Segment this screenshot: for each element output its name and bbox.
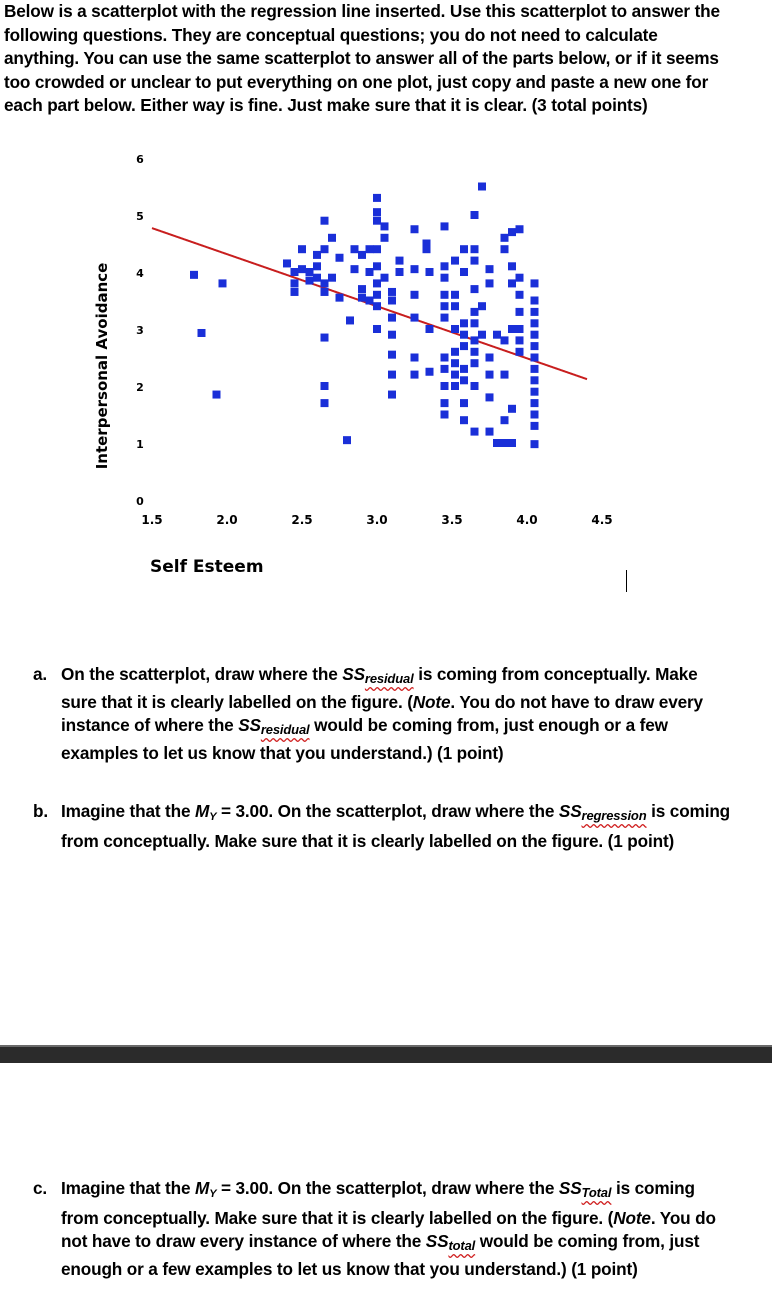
mean-symbol: M — [195, 801, 210, 821]
data-point — [531, 342, 539, 350]
data-point — [373, 217, 381, 225]
data-point — [366, 297, 374, 305]
data-point — [388, 314, 396, 322]
mean-symbol: M — [195, 1178, 210, 1198]
data-point — [471, 336, 479, 344]
ss-symbol: SS — [238, 715, 261, 735]
question-c-letter: c. — [33, 1178, 48, 1198]
data-point — [531, 388, 539, 396]
data-point — [321, 399, 329, 407]
data-point — [471, 359, 479, 367]
data-point — [321, 382, 329, 390]
data-point — [388, 391, 396, 399]
data-point — [460, 399, 468, 407]
data-point — [451, 325, 459, 333]
data-point — [486, 393, 494, 401]
data-point — [471, 285, 479, 293]
question-b-text — [61, 800, 748, 853]
question-a — [33, 663, 748, 765]
y-axis-ticks — [136, 153, 144, 508]
data-point — [531, 319, 539, 327]
data-point — [426, 268, 434, 276]
mean-subscript: Y — [209, 811, 217, 823]
question-c-text-part: would be coming from, just — [475, 1231, 700, 1251]
y-tick-label: 2 — [136, 381, 144, 394]
data-point — [313, 274, 321, 282]
data-point — [460, 268, 468, 276]
instructions-line: anything. You can use the same scatterplot to answer all of the parts below, or if it seems — [4, 48, 719, 68]
data-point — [531, 376, 539, 384]
data-point — [531, 422, 539, 430]
data-point — [388, 288, 396, 296]
data-point — [531, 440, 539, 448]
data-point — [516, 336, 524, 344]
y-tick-label: 4 — [136, 267, 144, 280]
question-c-text-part: . You do — [650, 1207, 716, 1228]
data-point — [501, 245, 509, 253]
question-a-text-part: On the scatterplot, draw where the — [61, 664, 343, 684]
data-point — [396, 268, 404, 276]
data-point — [531, 411, 539, 419]
data-point — [486, 279, 494, 287]
data-point — [388, 371, 396, 379]
data-points — [190, 183, 539, 449]
question-a-text-part: instance of where the — [61, 715, 239, 735]
data-point — [411, 225, 419, 233]
data-point — [531, 279, 539, 287]
data-point — [219, 279, 227, 287]
data-point — [460, 376, 468, 384]
data-point — [451, 291, 459, 299]
question-b-text-part: is coming — [646, 801, 731, 821]
data-point — [516, 308, 524, 316]
data-point — [516, 291, 524, 299]
scatterplot-svg — [0, 140, 640, 580]
data-point — [321, 245, 329, 253]
data-point — [198, 329, 206, 337]
data-point — [478, 302, 486, 310]
data-point — [508, 262, 516, 270]
instructions-paragraph — [4, 0, 769, 118]
data-point — [411, 314, 419, 322]
data-point — [373, 262, 381, 270]
scatterplot-figure — [0, 140, 640, 585]
x-tick-label: 2.5 — [291, 513, 313, 527]
data-point — [373, 291, 381, 299]
data-point — [441, 399, 449, 407]
y-axis-label: Interpersonal Avoidance — [93, 262, 111, 470]
data-point — [531, 354, 539, 362]
data-point — [306, 268, 314, 276]
ss-subscript-residual: residual — [364, 671, 414, 686]
data-point — [508, 325, 516, 333]
data-point — [516, 348, 524, 356]
data-point — [423, 245, 431, 253]
question-a-letter: a. — [33, 664, 48, 684]
data-point — [328, 274, 336, 282]
data-point — [298, 245, 306, 253]
data-point — [471, 319, 479, 327]
x-axis-label: Self Esteem — [150, 557, 264, 577]
ss-symbol: SS — [558, 801, 582, 821]
question-c-text — [61, 1177, 748, 1281]
data-point — [486, 265, 494, 273]
question-b-text-part: Imagine that the — [61, 801, 196, 821]
x-tick-label: 3.5 — [441, 513, 463, 527]
question-b-letter: b. — [33, 801, 48, 821]
data-point — [460, 342, 468, 350]
data-point — [366, 245, 374, 253]
data-point — [291, 268, 299, 276]
data-point — [451, 348, 459, 356]
data-point — [306, 277, 314, 285]
x-tick-label: 2.0 — [216, 513, 238, 527]
data-point — [373, 279, 381, 287]
data-point — [313, 262, 321, 270]
data-point — [411, 371, 419, 379]
instructions-line: Below is a scatterplot with the regression line inserted. Use this scatterplot to answer the — [4, 1, 720, 21]
data-point — [373, 208, 381, 216]
data-point — [321, 217, 329, 225]
data-point — [388, 297, 396, 305]
question-a-text — [61, 663, 748, 765]
data-point — [508, 405, 516, 413]
data-point — [426, 325, 434, 333]
data-point — [508, 228, 516, 236]
data-point — [441, 222, 449, 230]
data-point — [366, 268, 374, 276]
data-point — [493, 439, 501, 447]
y-tick-label: 0 — [136, 495, 144, 508]
data-point — [460, 416, 468, 424]
y-tick-label: 1 — [136, 438, 144, 451]
mean-subscript: Y — [209, 1188, 217, 1200]
data-point — [531, 331, 539, 339]
data-point — [358, 294, 366, 302]
data-point — [516, 225, 524, 233]
x-axis-ticks — [141, 513, 612, 527]
data-point — [501, 371, 509, 379]
ss-symbol: SS — [425, 1231, 449, 1251]
note-label: Note — [412, 691, 451, 712]
data-point — [321, 288, 329, 296]
data-point — [328, 234, 336, 242]
data-point — [373, 245, 381, 253]
data-point — [213, 391, 221, 399]
data-point — [426, 368, 434, 376]
ss-subscript-regression: regression — [581, 808, 647, 823]
instructions-line: too crowded or unclear to put everything on one plot, just copy and paste a new one for — [4, 71, 709, 92]
question-a-text-part: would be coming from, just enough or a few — [309, 715, 668, 735]
data-point — [441, 382, 449, 390]
data-point — [451, 371, 459, 379]
data-point — [336, 254, 344, 262]
data-point — [313, 251, 321, 259]
data-point — [381, 234, 389, 242]
question-c-text-part: enough or a few examples to let us know that you understand.) (1 point) — [61, 1258, 638, 1279]
data-point — [190, 271, 198, 279]
question-c-text-part: is coming — [611, 1178, 695, 1198]
question-b-text-part: = 3.00. On the scatterplot, draw where the — [216, 801, 559, 821]
data-point — [531, 399, 539, 407]
data-point — [516, 325, 524, 333]
note-label: Note — [613, 1207, 651, 1228]
data-point — [478, 183, 486, 191]
data-point — [358, 251, 366, 259]
data-point — [388, 351, 396, 359]
data-point — [441, 314, 449, 322]
data-point — [388, 331, 396, 339]
page-divider — [0, 1045, 772, 1063]
data-point — [451, 382, 459, 390]
data-point — [411, 354, 419, 362]
data-point — [351, 245, 359, 253]
question-c — [33, 1177, 748, 1281]
data-point — [441, 274, 449, 282]
data-point — [381, 274, 389, 282]
question-c-text-part: from conceptually. Make sure that it is clearly labelled on the figure. ( — [61, 1207, 614, 1228]
data-point — [451, 359, 459, 367]
question-b-text-part: from conceptually. Make sure that it is clearly labelled on the figure. (1 point) — [61, 830, 675, 851]
question-c-text-part: = 3.00. On the scatterplot, draw where the — [216, 1178, 559, 1198]
data-point — [373, 194, 381, 202]
data-point — [441, 302, 449, 310]
data-point — [471, 428, 479, 436]
data-point — [471, 348, 479, 356]
data-point — [291, 288, 299, 296]
data-point — [321, 334, 329, 342]
data-point — [501, 416, 509, 424]
data-point — [451, 302, 459, 310]
data-point — [460, 319, 468, 327]
data-point — [336, 294, 344, 302]
ss-subscript-total: Total — [581, 1185, 612, 1200]
data-point — [283, 259, 291, 267]
data-point — [381, 222, 389, 230]
data-point — [471, 382, 479, 390]
data-point — [486, 371, 494, 379]
text-cursor — [626, 570, 627, 592]
x-tick-label: 4.5 — [591, 513, 613, 527]
data-point — [351, 265, 359, 273]
data-point — [298, 265, 306, 273]
data-point — [441, 354, 449, 362]
data-point — [508, 439, 516, 447]
data-point — [321, 279, 329, 287]
question-a-text-part: is coming from conceptually. Make — [413, 664, 698, 684]
question-b — [33, 800, 748, 853]
data-point — [531, 308, 539, 316]
data-point — [478, 331, 486, 339]
data-point — [486, 428, 494, 436]
data-point — [441, 262, 449, 270]
data-point — [471, 257, 479, 265]
data-point — [471, 245, 479, 253]
data-point — [441, 291, 449, 299]
question-a-text-part: sure that it is clearly labelled on the figure. ( — [61, 691, 413, 712]
data-point — [358, 285, 366, 293]
question-a-text-part: examples to let us know that you understand.) (1 point) — [61, 742, 504, 763]
x-tick-label: 4.0 — [516, 513, 538, 527]
y-tick-label: 3 — [136, 324, 144, 337]
data-point — [501, 234, 509, 242]
data-point — [531, 297, 539, 305]
data-point — [516, 274, 524, 282]
x-tick-label: 3.0 — [366, 513, 388, 527]
data-point — [343, 436, 351, 444]
data-point — [460, 365, 468, 373]
question-c-text-part: Imagine that the — [61, 1178, 196, 1198]
ss-subscript-residual: residual — [260, 722, 310, 737]
data-point — [486, 354, 494, 362]
data-point — [501, 336, 509, 344]
data-point — [460, 245, 468, 253]
data-point — [501, 439, 509, 447]
data-point — [508, 279, 516, 287]
x-tick-label: 1.5 — [141, 513, 163, 527]
data-point — [411, 291, 419, 299]
question-c-text-part: not have to draw every instance of where the — [61, 1231, 426, 1251]
data-point — [373, 325, 381, 333]
question-a-text-part: . You do not have to draw every — [450, 691, 703, 712]
data-point — [451, 257, 459, 265]
data-point — [471, 211, 479, 219]
y-axis-label-group — [93, 263, 111, 470]
data-point — [471, 308, 479, 316]
y-tick-label: 6 — [136, 153, 144, 166]
data-point — [396, 257, 404, 265]
data-point — [441, 365, 449, 373]
data-point — [531, 365, 539, 373]
y-tick-label: 5 — [136, 210, 144, 223]
data-point — [411, 265, 419, 273]
ss-symbol: SS — [342, 664, 365, 684]
data-point — [493, 331, 501, 339]
instructions-line: following questions. They are conceptual questions; you do not need to calculate — [4, 24, 658, 45]
ss-subscript-total: total — [448, 1238, 476, 1253]
data-point — [373, 302, 381, 310]
data-point — [291, 279, 299, 287]
instructions-line: each part below. Either way is fine. Just make sure that it is clear. (3 total points) — [4, 95, 648, 115]
data-point — [346, 316, 354, 324]
data-point — [441, 411, 449, 419]
ss-symbol: SS — [558, 1178, 582, 1198]
data-point — [460, 331, 468, 339]
